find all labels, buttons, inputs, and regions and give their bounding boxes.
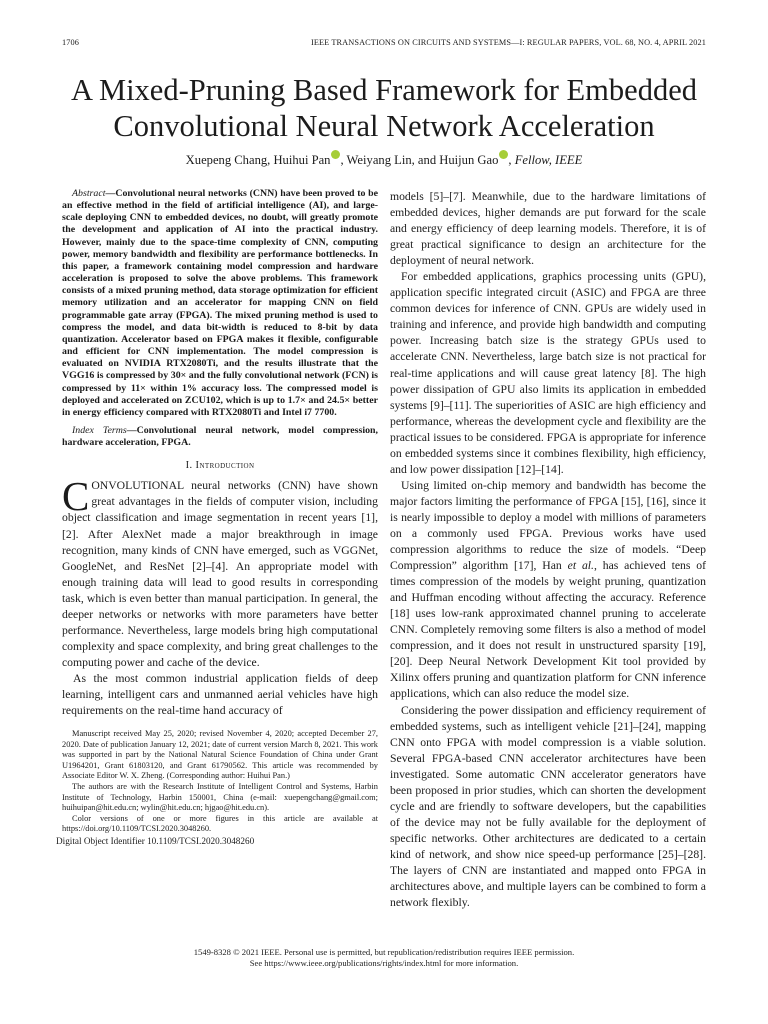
copyright-line-1: 1549-8328 © 2021 IEEE. Personal use is permitted, but republication/redistribution requires IEEE permission. bbox=[193, 947, 575, 957]
right-paragraph-2: For embedded applications, graphics processing units (GPU), application specific integrated circuit (ASIC) and FPGA are three common devices for inference of CNN. GPUs are widely used in training and inference, and provide high bandwidth and computing power. Increasing batch size is the strategy GPUs used to accelerate CNN. Nevertheless, large batch size is not practical for real-time applications and will cause great latency [8]. The high power dissipation of GPU also limits its application in embedded systems [9]–[11]. The superiorities of ASIC are high efficiency and performance, whereas the development cycle and flexibility are the practical issues to be considered. FPGA is appropriate for inference on embedded systems since it combines flexibility, high efficiency, and low power dissipation [12]–[14]. bbox=[390, 270, 706, 476]
et-al: et al. bbox=[567, 559, 594, 573]
paper-title bbox=[30, 72, 738, 144]
abstract-label: Abstract bbox=[72, 188, 106, 199]
intro-paragraph-1 bbox=[62, 473, 378, 671]
copyright-line-2: See https://www.ieee.org/publications/rights/index.html for more information. bbox=[249, 958, 519, 968]
section-heading bbox=[62, 460, 378, 471]
section-numeral: I. bbox=[185, 460, 196, 472]
index-terms-text: Convolutional neural network, model compression, hardware acceleration, FPGA. bbox=[62, 424, 378, 449]
copyright-notice bbox=[62, 947, 706, 969]
authors-part-3: , bbox=[508, 153, 515, 167]
section-title: Introduction bbox=[195, 460, 255, 472]
abstract-dash: — bbox=[105, 188, 116, 199]
right-p3-text-b: , has achieved tens of times compression of the models by weight pruning, quantization and Huffman encoding without affecting the accuracy. Reference [18] uses low-rank approximated channel pruning to accelerate CNN. Completely removing some filters is also a method of model compression, and it does not result in unstructured sparsity [19], [20]. Deep Neural Network Development Kit tool provided by Xilinx offers pruning and quantization platform for CNN inference applications, which can also reduce the model size. bbox=[390, 559, 706, 701]
index-terms-dash: — bbox=[126, 424, 137, 436]
left-column bbox=[56, 188, 378, 847]
intro-p1-text: ONVOLUTIONAL neural networks (CNN) have shown great advantages in the fields of computer vision, including object classification and image segmentation in recent years [1], [2]. After AlexNet made a major breakthrough in image recognition, many kinds of CNN have emerged, such as VGGNet, GoogleNet, and ResNet [2]–[4]. An appropriate model with enough training data will lead to good results in corresponding task, which is even better than manual participation. In general, the deeper networks or networks with more parameters have better performance. Nevertheless, large models bring high computational complexity and space complexity, and bring great challenges to the computing power and cache of the device. bbox=[62, 479, 378, 669]
abstract-text: Convolutional neural networks (CNN) have been proved to be an effective method in the field of artificial intelligence (AI), and large-scale deploying CNN to embedded devices, no doubt, will greatly promote the development and application of AI into the practical industry. However, mainly due to the space-time complexity of CNN, computing power, memory bandwidth and flexibility are performance bottlenecks. In this paper, a framework containing model compression and hardware acceleration is proposed to solve the above problems. This framework consists of a mixed pruning method, data storage optimization for efficient memory utilization and an accelerator for mapping CNN on field programmable gate array (FPGA). The mixed pruning method is used to compress the model, and data bit-width is reduced to 8-bit by data quantization. Accelerator based on FPGA makes it flexible, configurable and efficient for CNN implementation. The model compression is evaluated on NVIDIA RTX2080Ti, and the results illustrate that the VGG16 is compressed by 30× and the fully convolutional network (FCN) is compressed by 11× within 1% accuracy loss. The compressed model is deployed and accelerated on ZCU102, which is up to 1.7× and 24.5× better in energy efficiency compared with RTX2080Ti and Intel i7 7700. bbox=[62, 188, 378, 418]
author-list bbox=[30, 150, 738, 168]
footnote-color: Color versions of one or more figures in this article are available at https://doi.org/10.1109/TCSI.2020.3048260. bbox=[62, 813, 378, 834]
fellow-ieee: Fellow, IEEE bbox=[514, 153, 583, 167]
drop-cap: C bbox=[62, 473, 90, 520]
index-terms bbox=[62, 425, 378, 449]
footnote-affiliation: The authors are with the Research Institute of Intelligent Control and Systems, Harbin Institute of Technology, Harbin 150001, China (e-mail: xuepengchang@gmail.com; huihuipan@hit.edu.cn; wylin@hit.edu.cn; hjgao@hit.edu.cn). bbox=[62, 782, 378, 813]
right-paragraph-1: models [5]–[7]. Meanwhile, due to the hardware limitations of embedded devices, higher demands are put forward for the scale and energy efficiency of deep learning models. Therefore, it is of great practical significance to design an architecture for the deployment of neural network. bbox=[390, 190, 706, 268]
right-paragraph-4: Considering the power dissipation and efficiency requirement of embedded systems, such as intelligent vehicle [21]–[24], mapping CNN onto FPGA with model compression is a viable solution. Several FPGA-based CNN accelerator architectures have been investigated. Some automatic CNN accelerator generators have been proposed in prior studies, which can shorten the development cycle and are friendly to software developers, but the capabilities of the device may not be fully available for the deployment of specific networks. Other architectures are dedicated to a certain kind of network, and show nice speed-up performance [25]–[28]. The layers of CNN are instantiated and mapped onto FPGA in architectures above, and multiple layers can be combined to form a network flexibly. bbox=[390, 703, 706, 910]
footnote-doi: Digital Object Identifier 10.1109/TCSI.2020.3048260 bbox=[56, 836, 255, 847]
abstract bbox=[62, 188, 378, 419]
footnote-manuscript: Manuscript received May 25, 2020; revised November 4, 2020; accepted December 27, 2020. Date of publication January 12, 2021; date of current version March 8, 2021. This work was supported in part by the National Natural Science Foundation of China under Grant U1964201, Grant 61803120, and Grant 61790562. This article was recommended by Associate Editor W. X. Zheng. (Corresponding author: Huihui Pan.) bbox=[62, 729, 378, 781]
title-line-1: A Mixed-Pruning Based Framework for Embedded bbox=[71, 73, 697, 107]
title-line-2: Convolutional Neural Network Acceleration bbox=[113, 109, 655, 143]
right-paragraph-3 bbox=[390, 478, 706, 703]
footnotes bbox=[56, 729, 378, 847]
page-number: 1706 bbox=[62, 38, 79, 47]
intro-paragraph-2: As the most common industrial application fields of deep learning, intelligent cars and unmanned aerial vehicles have high requirements on the real-time hand accuracy of bbox=[62, 671, 378, 718]
authors-part-2: , Weiyang Lin, and Huijun Gao bbox=[340, 153, 499, 167]
index-terms-label: Index Terms bbox=[72, 424, 127, 436]
journal-header: IEEE TRANSACTIONS ON CIRCUITS AND SYSTEMS—I: REGULAR PAPERS, VOL. 68, NO. 4, APRIL 2021 bbox=[310, 38, 706, 47]
authors-part-1: Xuepeng Chang, Huihui Pan bbox=[185, 153, 331, 167]
right-column bbox=[390, 189, 706, 911]
right-p3-text-a: Using limited on-chip memory and bandwidth has become the major factors limiting the performance of FPGA [15], [16], since it is nearly impossible to deploy a model with millions of parameters on a commonly used FPGA. Previous works have used compression algorithms to reduce the size of models. “Deep Compression” algorithm [17], Han bbox=[390, 478, 706, 573]
